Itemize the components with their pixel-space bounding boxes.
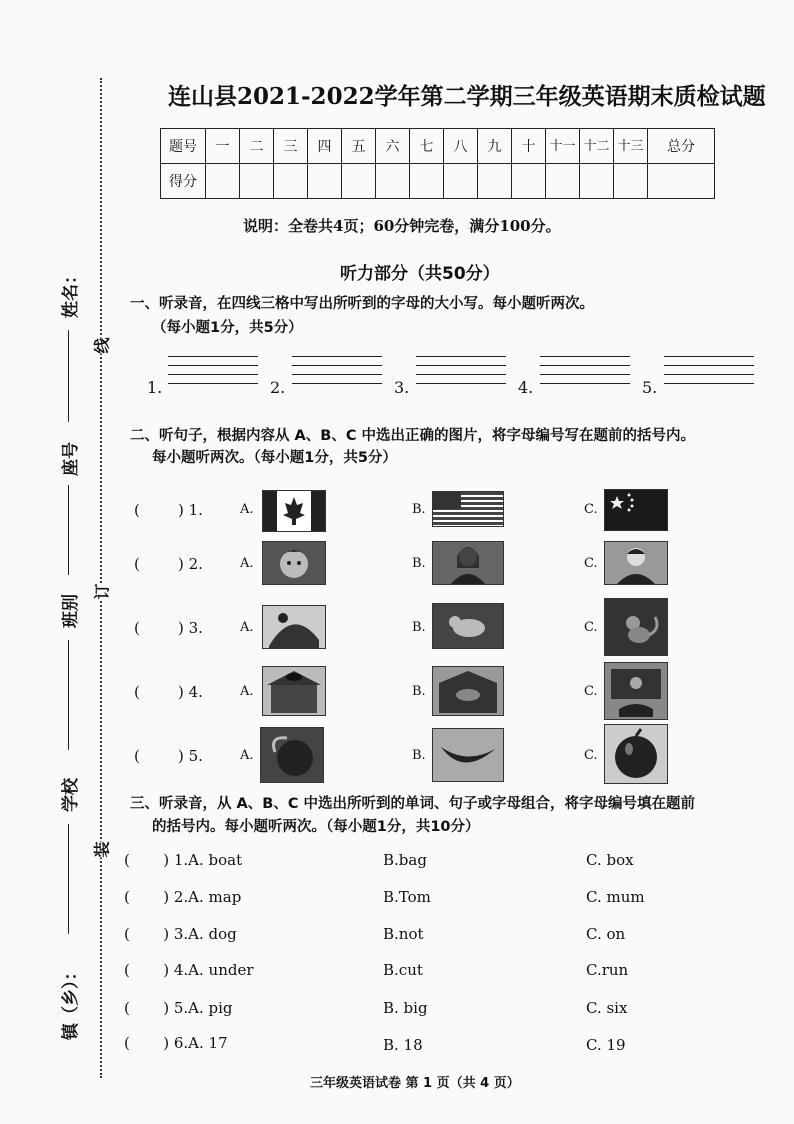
man-icon[interactable] [604, 541, 668, 585]
question-a[interactable]: ( ) 2.A. map [124, 888, 242, 906]
answer-paren[interactable]: ( ) 4. [134, 683, 203, 701]
class-field-line[interactable] [68, 640, 69, 750]
question-a[interactable]: ( ) 4.A. under [124, 961, 254, 979]
section1-instruction: 一、听录音，在四线三格中写出所听到的字母的大小写。每小题听两次。 [130, 296, 594, 312]
class-label: 班别 [61, 594, 81, 628]
letter-item-number: 4. [518, 378, 534, 397]
option-c: C. on [586, 925, 626, 943]
score-cell[interactable] [444, 164, 478, 199]
section3-instruction: 三、听录音，从 A、B、C 中选出所听到的单词、句子或字母组合，将字母编号填在题前 [130, 796, 696, 812]
score-cell[interactable] [580, 164, 614, 199]
seat-field-line[interactable] [68, 485, 69, 575]
girl-face-icon[interactable] [262, 541, 326, 585]
option-b-label: B. [412, 556, 426, 571]
score-table [160, 128, 715, 199]
score-header-cell: 十一 [546, 129, 580, 164]
score-header-cell: 四 [308, 129, 342, 164]
score-table-header-row [161, 129, 715, 164]
four-line-grid[interactable] [664, 356, 754, 386]
option-b-label: B. [412, 620, 426, 635]
section2-instruction: 二、听句子，根据内容从 A、B、C 中选出正确的图片，将字母编号写在题前的括号内。 [130, 428, 696, 444]
score-cell[interactable] [410, 164, 444, 199]
box-in-icon[interactable] [432, 666, 504, 716]
four-line-grid[interactable] [292, 356, 382, 386]
score-cell[interactable] [240, 164, 274, 199]
apple-icon[interactable] [604, 724, 668, 784]
binding-mark-line: 线 [88, 337, 115, 353]
option-b: B.bag [383, 851, 427, 869]
option-b: B.cut [383, 961, 423, 979]
score-header-cell: 六 [376, 129, 410, 164]
bird-icon[interactable] [262, 605, 326, 649]
answer-paren[interactable]: ( ) 1. [134, 501, 203, 519]
score-cell[interactable] [206, 164, 240, 199]
school-label: 学校 [61, 778, 81, 812]
four-line-grid[interactable] [540, 356, 630, 386]
score-table-score-row [161, 164, 715, 199]
section1-points: （每小题1分，共5分） [152, 320, 303, 336]
score-header-cell: 九 [478, 129, 512, 164]
question-a[interactable]: ( ) 6.A. 17 [124, 1034, 228, 1052]
option-b: B. big [383, 999, 428, 1017]
answer-paren[interactable]: ( ) 3. [134, 619, 203, 637]
monkey-icon[interactable] [604, 598, 668, 656]
option-a-label: A. [240, 748, 254, 763]
score-header-cell: 题号 [161, 129, 206, 164]
option-a-label: A. [240, 684, 254, 699]
option-b-label: B. [412, 502, 426, 517]
option-c-label: C. [584, 748, 598, 763]
letter-item-number: 5. [642, 378, 658, 397]
section2-points: 每小题听两次。（每小题1分，共5分） [152, 450, 397, 466]
page-footer: 三年级英语试卷 第 1 页（共 4 页） [310, 1076, 520, 1091]
banana-icon[interactable] [432, 728, 504, 782]
binding-dotted-line [100, 78, 102, 1078]
score-header-cell: 七 [410, 129, 444, 164]
score-header-cell: 八 [444, 129, 478, 164]
option-b: B. 18 [383, 1036, 423, 1054]
option-c: C. six [586, 999, 628, 1017]
option-c: C. 19 [586, 1036, 626, 1054]
town-label: 镇（乡）： [61, 963, 81, 1040]
seat-label: 座号 [61, 442, 81, 476]
name-label: 姓名： [61, 267, 81, 318]
score-header-cell: 十二 [580, 129, 614, 164]
option-c-label: C. [584, 556, 598, 571]
score-cell[interactable] [274, 164, 308, 199]
option-b: B.Tom [383, 888, 431, 906]
score-header-cell: 三 [274, 129, 308, 164]
peach-icon[interactable] [260, 727, 324, 783]
option-c: C.run [586, 961, 629, 979]
letter-item-number: 1. [147, 378, 163, 397]
canada-flag-icon[interactable] [262, 490, 326, 532]
score-header-cell: 十三 [614, 129, 648, 164]
score-row-label: 得分 [161, 164, 206, 199]
score-cell[interactable] [308, 164, 342, 199]
section3-points: 的括号内。每小题听两次。（每小题1分，共10分） [152, 819, 480, 835]
option-b-label: B. [412, 748, 426, 763]
name-field-line[interactable] [68, 330, 69, 422]
letter-item-number: 2. [270, 378, 286, 397]
option-c-label: C. [584, 684, 598, 699]
score-cell[interactable] [478, 164, 512, 199]
exam-note: 说明：全卷共4页；60分钟完卷，满分100分。 [243, 217, 561, 235]
option-c-label: C. [584, 502, 598, 517]
question-a[interactable]: ( ) 3.A. dog [124, 925, 237, 943]
score-cell[interactable] [648, 164, 715, 199]
woman-icon[interactable] [432, 541, 504, 585]
option-a-label: A. [240, 620, 254, 635]
exam-title: 连山县2021-2022学年第二学期三年级英语期末质检试题 [168, 83, 766, 110]
score-cell[interactable] [512, 164, 546, 199]
binding-mark-zhuang: 装 [88, 841, 115, 857]
option-a-label: A. [240, 502, 254, 517]
option-c-label: C. [584, 620, 598, 635]
china-flag-icon[interactable] [604, 489, 668, 531]
option-c: C. mum [586, 888, 645, 906]
score-cell[interactable] [614, 164, 648, 199]
binding-mark-ding: 订 [88, 583, 115, 599]
letter-item-number: 3. [394, 378, 410, 397]
score-header-cell: 五 [342, 129, 376, 164]
four-line-grid[interactable] [416, 356, 506, 386]
option-c: C. box [586, 851, 634, 869]
box-on-icon[interactable] [262, 666, 326, 716]
usa-flag-icon[interactable] [432, 491, 504, 527]
score-cell[interactable] [546, 164, 580, 199]
school-field-line[interactable] [68, 824, 69, 934]
answer-paren[interactable]: ( ) 5. [134, 747, 203, 765]
score-cell[interactable] [376, 164, 410, 199]
animal-icon[interactable] [432, 603, 504, 649]
option-b: B.not [383, 925, 424, 943]
score-cell[interactable] [342, 164, 376, 199]
answer-paren[interactable]: ( ) 2. [134, 555, 203, 573]
box-under-icon[interactable] [604, 662, 668, 720]
option-b-label: B. [412, 684, 426, 699]
option-a-label: A. [240, 556, 254, 571]
score-header-cell: 十 [512, 129, 546, 164]
listening-header: 听力部分（共50分） [340, 264, 500, 284]
question-a[interactable]: ( ) 1.A. boat [124, 851, 243, 869]
four-line-grid[interactable] [168, 356, 258, 386]
score-header-cell: 二 [240, 129, 274, 164]
score-header-cell: 一 [206, 129, 240, 164]
question-a[interactable]: ( ) 5.A. pig [124, 999, 233, 1017]
score-header-cell: 总分 [648, 129, 715, 164]
